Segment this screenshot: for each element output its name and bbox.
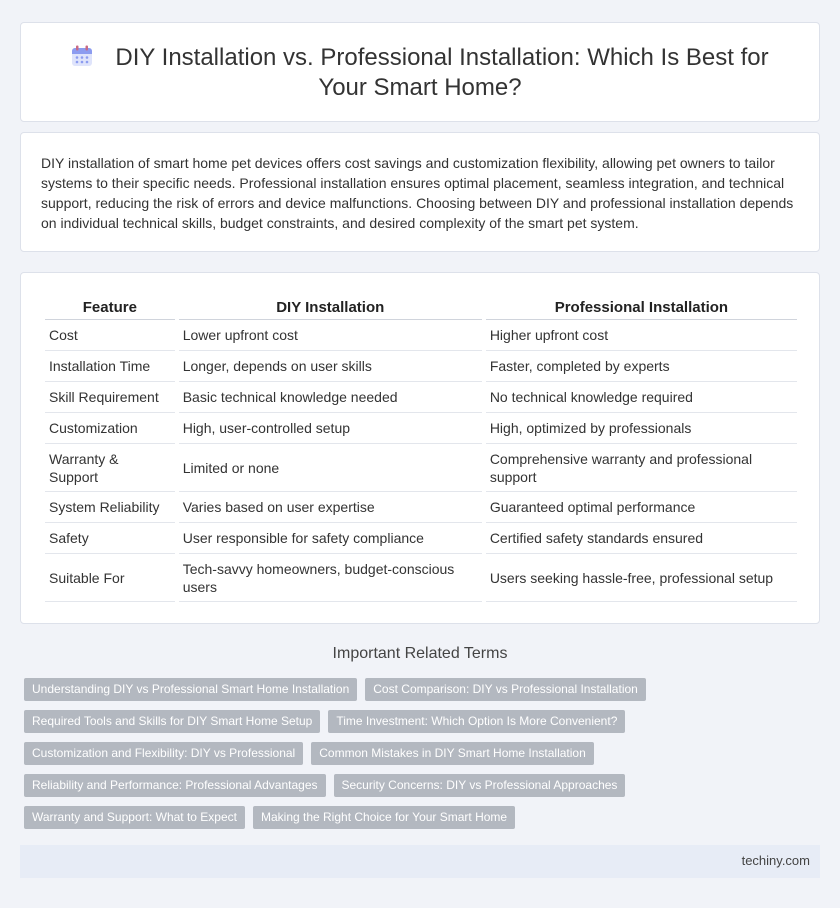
feature-cell: Safety	[45, 523, 175, 554]
comparison-card	[20, 272, 820, 624]
professional-cell: Guaranteed optimal performance	[486, 492, 797, 523]
table-row	[45, 492, 797, 523]
related-tag[interactable]: Reliability and Performance: Professional Advantages	[24, 774, 326, 797]
tag-row	[24, 806, 515, 829]
professional-cell: High, optimized by professionals	[486, 413, 797, 444]
related-terms-heading: Important Related Terms	[332, 645, 508, 662]
page-title	[21, 43, 819, 103]
intro-card	[20, 132, 820, 252]
feature-cell: Customization	[45, 413, 175, 444]
table-row	[45, 351, 797, 382]
feature-cell: Suitable For	[45, 554, 175, 602]
footer-site-link[interactable]: techiny.com	[741, 853, 810, 868]
related-tag[interactable]: Making the Right Choice for Your Smart Home	[253, 806, 515, 829]
diy-cell: Tech-savvy homeowners, budget-conscious users	[179, 554, 482, 602]
diy-cell: High, user-controlled setup	[179, 413, 482, 444]
title-line-1: DIY Installation vs. Professional Installation: Which Is Best for	[115, 44, 769, 71]
related-tag[interactable]: Warranty and Support: What to Expect	[24, 806, 245, 829]
feature-cell: System Reliability	[45, 492, 175, 523]
professional-cell: Users seeking hassle-free, professional setup	[486, 554, 797, 602]
diy-cell: User responsible for safety compliance	[179, 523, 482, 554]
table-row	[45, 554, 797, 602]
feature-cell: Warranty & Support	[45, 444, 175, 492]
tag-row	[24, 742, 594, 765]
header-professional: Professional Installation	[486, 297, 797, 320]
header-feature: Feature	[45, 297, 175, 320]
table-row	[45, 413, 797, 444]
intro-paragraph: DIY installation of smart home pet devices offers cost savings and customization flexibility, allowing pet owners to tailor systems to their specific needs. Professional installation ensures optimal placement, seamless integration, and technical support, reducing the risk of errors and device malfunctions. Choosing between DIY and professional installation depends on individual technical skills, budget constraints, and desired complexity of the smart pet system.	[41, 155, 794, 231]
diy-cell: Limited or none	[179, 444, 482, 492]
professional-cell: Certified safety standards ensured	[486, 523, 797, 554]
feature-cell: Skill Requirement	[45, 382, 175, 413]
related-tag[interactable]: Understanding DIY vs Professional Smart Home Installation	[24, 678, 357, 701]
related-tag[interactable]: Time Investment: Which Option Is More Convenient?	[328, 710, 625, 733]
professional-cell: No technical knowledge required	[486, 382, 797, 413]
related-tag[interactable]: Cost Comparison: DIY vs Professional Installation	[365, 678, 646, 701]
professional-cell: Comprehensive warranty and professional support	[486, 444, 797, 492]
title-card	[20, 22, 820, 122]
diy-cell: Longer, depends on user skills	[179, 351, 482, 382]
related-tag[interactable]: Required Tools and Skills for DIY Smart Home Setup	[24, 710, 320, 733]
tag-row	[24, 710, 625, 733]
table-row	[45, 382, 797, 413]
comparison-table	[41, 297, 801, 602]
feature-cell: Installation Time	[45, 351, 175, 382]
table-row	[45, 320, 797, 351]
tag-row	[24, 774, 625, 797]
related-tag[interactable]: Customization and Flexibility: DIY vs Professional	[24, 742, 303, 765]
related-tag[interactable]: Common Mistakes in DIY Smart Home Installation	[311, 742, 594, 765]
feature-cell: Cost	[45, 320, 175, 351]
diy-cell: Lower upfront cost	[179, 320, 482, 351]
header-diy: DIY Installation	[179, 297, 482, 320]
table-header-row	[45, 297, 797, 320]
table-row	[45, 523, 797, 554]
professional-cell: Higher upfront cost	[486, 320, 797, 351]
title-line-2: Your Smart Home?	[318, 74, 522, 101]
tag-row	[24, 678, 646, 701]
calendar-icon	[71, 45, 93, 67]
diy-cell: Basic technical knowledge needed	[179, 382, 482, 413]
diy-cell: Varies based on user expertise	[179, 492, 482, 523]
professional-cell: Faster, completed by experts	[486, 351, 797, 382]
table-row	[45, 444, 797, 492]
related-tag[interactable]: Security Concerns: DIY vs Professional Approaches	[334, 774, 626, 797]
footer	[20, 845, 820, 878]
